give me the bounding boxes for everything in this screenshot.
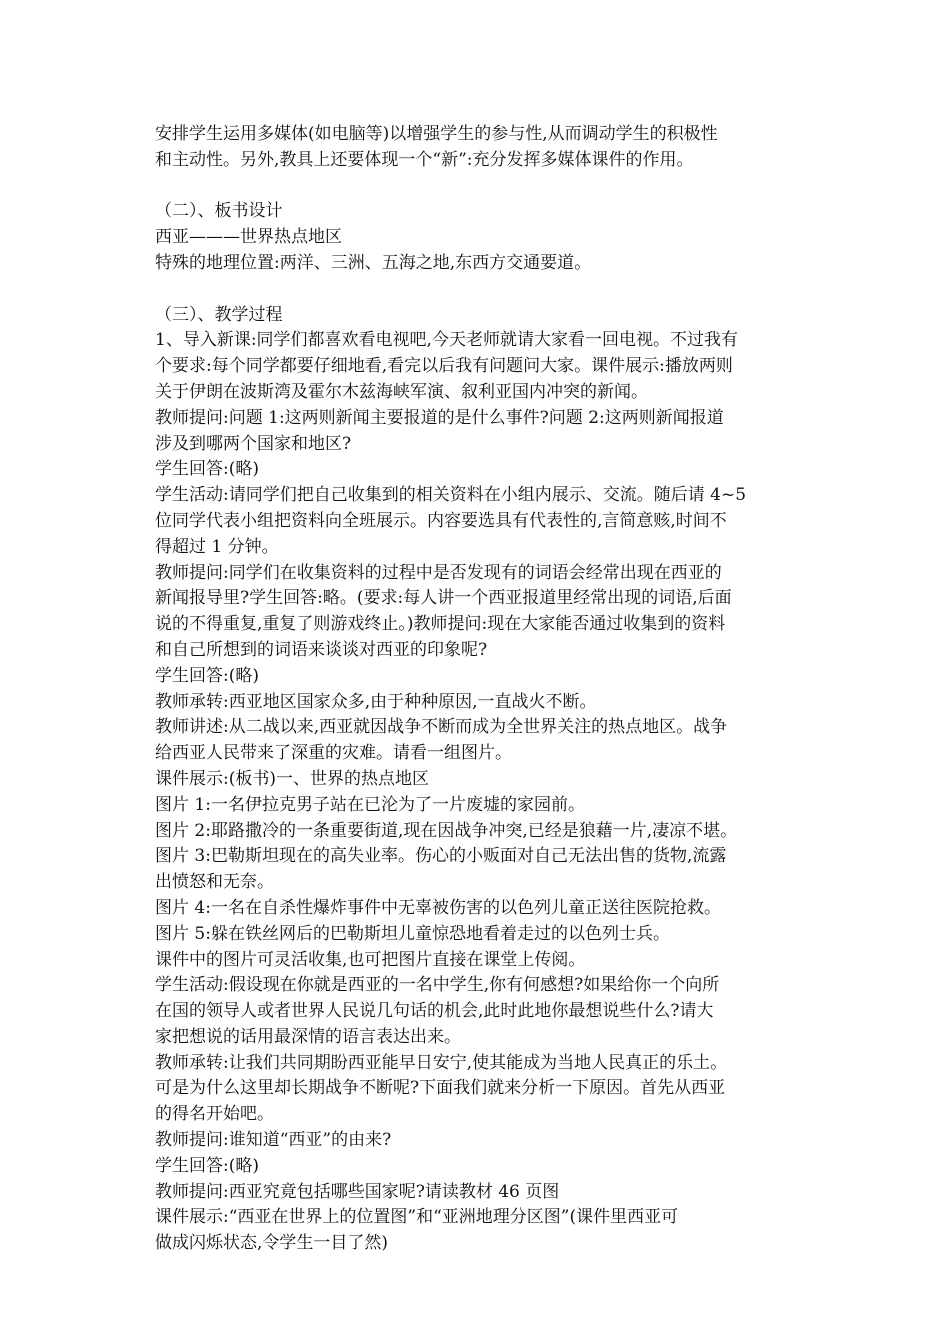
text-line: 在国的领导人或者世界人民说几句话的机会,此时此地你最想说些什么?请大: [155, 1001, 714, 1022]
document-page: [155, 122, 805, 1257]
text-line: 学生回答:(略): [155, 665, 259, 686]
text-line: 学生活动:假设现在你就是西亚的一名中学生,你有何感想?如果给你一个向所: [155, 975, 720, 996]
text-line: 图片 4:一名在自杀性爆炸事件中无辜被伤害的以色列儿童正送往医院抢救。: [155, 897, 721, 918]
text-line: 教师承转:西亚地区国家众多,由于种种原因,一直战火不断。: [155, 691, 597, 712]
text-line: 涉及到哪两个国家和地区?: [155, 433, 352, 454]
text-line: 教师提问:问题 1:这两则新闻主要报道的是什么事件?问题 2:这两则新闻报道: [155, 407, 724, 428]
text-line: 教师讲述:从二战以来,西亚就因战争不断而成为全世界关注的热点地区。战争: [155, 717, 728, 738]
section-board-design: [155, 199, 805, 276]
text-line: 教师提问:谁知道“西亚”的由来?: [155, 1130, 392, 1151]
text-line: 做成闪烁状态,令学生一目了然): [155, 1233, 389, 1254]
text-line: 学生回答:(略): [155, 1155, 259, 1176]
text-line: 特殊的地理位置:两洋、三洲、五海之地,东西方交通要道。: [155, 252, 592, 273]
text-line: 图片 1:一名伊拉克男子站在已沦为了一片废墟的家园前。: [155, 794, 585, 815]
text-line: 教师提问:同学们在收集资料的过程中是否发现有的词语会经常出现在西亚的: [155, 562, 722, 583]
section-teaching-process: [155, 303, 805, 1257]
text-line: 课件展示:(板书)一、世界的热点地区: [155, 768, 429, 789]
text-line: 的得名开始吧。: [155, 1104, 274, 1125]
text-line: 1、导入新课:同学们都喜欢看电视吧,今天老师就请大家看一回电视。不过我有: [155, 330, 738, 351]
text-line: 新闻报导里?学生回答:略。(要求:每人讲一个西亚报道里经常出现的词语,后面: [155, 588, 732, 609]
text-line: 教师承转:让我们共同期盼西亚能早日安宁,使其能成为当地人民真正的乐土。: [155, 1052, 728, 1073]
text-line: 出愤怒和无奈。: [155, 872, 274, 893]
blank-line: [155, 277, 805, 303]
text-line: 课件中的图片可灵活收集,也可把图片直接在课堂上传阅。: [155, 949, 586, 970]
section-heading: （二）、板书设计: [155, 201, 283, 222]
intro-paragraph: [155, 122, 805, 174]
text-line: 图片 3:巴勒斯坦现在的高失业率。伤心的小贩面对自己无法出售的货物,流露: [155, 846, 727, 867]
text-line: 教师提问:西亚究竟包括哪些国家呢?请读教材 46 页图: [155, 1181, 560, 1202]
text-line: 安排学生运用多媒体(如电脑等)以增强学生的参与性,从而调动学生的积极性: [155, 124, 718, 144]
text-line: 可是为什么这里却长期战争不断呢?下面我们就来分析一下原因。首先从西亚: [155, 1078, 726, 1099]
text-line: 和自己所想到的词语来谈谈对西亚的印象呢?: [155, 639, 488, 660]
text-line: 学生回答:(略): [155, 459, 259, 480]
text-line: 关于伊朗在波斯湾及霍尔木兹海峡军演、叙利亚国内冲突的新闻。: [155, 381, 648, 402]
text-line: 位同学代表小组把资料向全班展示。内容要选具有代表性的,言简意赅,时间不: [155, 510, 727, 531]
text-line: 个要求:每个同学都要仔细地看,看完以后我有问题问大家。课件展示:播放两则: [155, 356, 733, 377]
text-line: 和主动性。另外,教具上还要体现一个“新”:充分发挥多媒体课件的作用。: [155, 149, 694, 170]
text-line: 西亚———世界热点地区: [155, 227, 342, 248]
text-line: 得超过 1 分钟。: [155, 536, 279, 557]
text-line: 图片 5:躲在铁丝网后的巴勒斯坦儿童惊恐地看着走过的以色列士兵。: [155, 923, 670, 944]
text-line: 学生活动:请同学们把自己收集到的相关资料在小组内展示、交流。随后请 4~5: [155, 485, 747, 506]
section-heading: （三）、教学过程: [155, 304, 283, 325]
text-line: 课件展示:“西亚在世界上的位置图”和“亚洲地理分区图”(课件里西亚可: [155, 1207, 679, 1228]
blank-line: [155, 174, 805, 200]
text-line: 说的不得重复,重复了则游戏终止。)教师提问:现在大家能否通过收集到的资料: [155, 614, 726, 635]
text-line: 图片 2:耶路撒冷的一条重要街道,现在因战争冲突,已经是狼藉一片,凄凉不堪。: [155, 820, 738, 841]
text-line: 给西亚人民带来了深重的灾难。请看一组图片。: [155, 743, 512, 764]
text-line: 家把想说的话用最深情的语言表达出来。: [155, 1026, 461, 1047]
